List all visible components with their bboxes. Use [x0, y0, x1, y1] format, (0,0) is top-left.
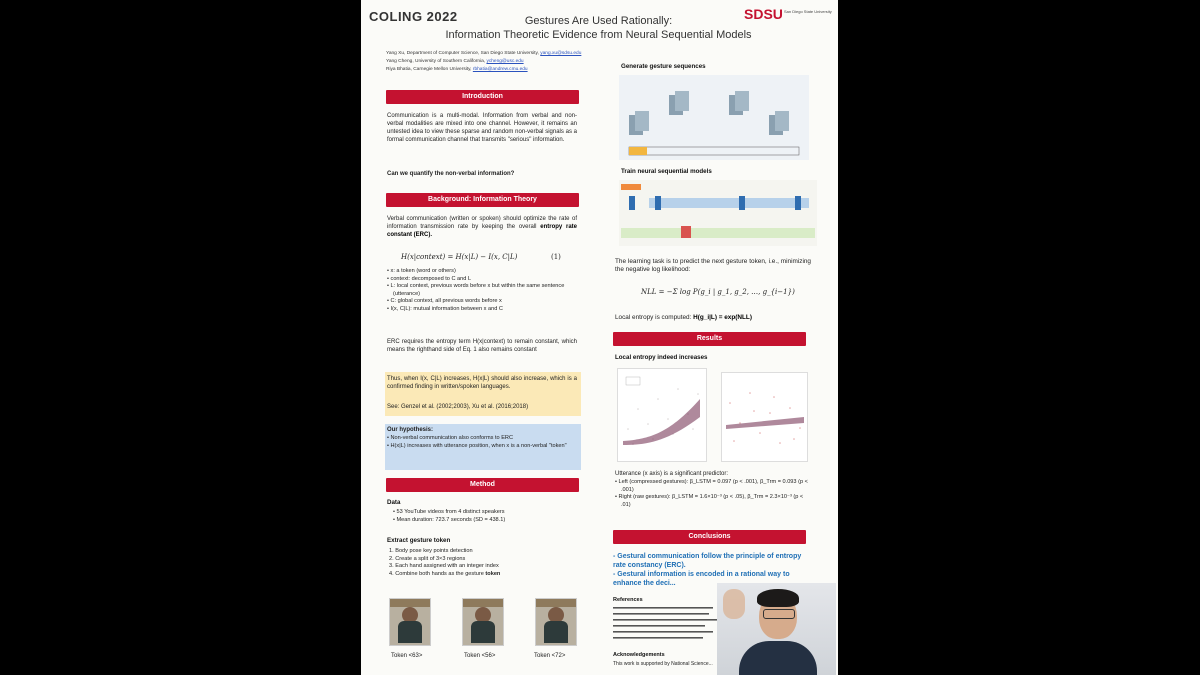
background-body: Verbal communication (written or spoken) should optimize the rate of information transmission rate by keeping the overall entropy rate constant (ERC). [387, 216, 577, 238]
list-item: • context: decomposed to C and L [387, 275, 472, 282]
background-body-2: ERC requires the entropy term H(x|context) to remain constant, which means the righthand side of Eq. 1 also remains constant [387, 339, 577, 353]
author-email[interactable]: ycheng@usc.edu [486, 59, 524, 64]
background-bullets [387, 268, 577, 314]
erc-finding-refs: See: Genzel et al. (2002;2003), Xu et al. (2016;2018) [387, 404, 529, 410]
method-heading: Method [386, 478, 579, 492]
acknowledgements-title: Acknowledgements [613, 652, 665, 658]
poster [361, 0, 838, 675]
title-line-2: Information Theoretic Evidence from Neural Sequential Models [445, 29, 752, 41]
results-subtitle: Local entropy indeed increases [615, 354, 708, 361]
list-item: • H(x|L) increases with utterance position, when x is a non-verbal "token" [387, 442, 567, 449]
presenter-video [717, 583, 836, 675]
sequence-generation-figure [619, 75, 809, 160]
hypothesis-title: Our hypothesis: [387, 427, 434, 433]
presenter-hair [757, 589, 799, 607]
gesture-example-image [389, 598, 431, 646]
presenter-glasses [763, 609, 795, 619]
results-heading: Results [613, 332, 806, 346]
references-title: References [613, 597, 643, 603]
author-email[interactable]: yang.xu@sdsu.edu [540, 51, 582, 56]
generate-sequences-title: Generate gesture sequences [621, 63, 706, 70]
list-item: • Right (raw gestures): β_LSTM = 1.6×10⁻³ (p < .05), β_Trm = 2.3×10⁻³ (p < .01) [615, 494, 804, 508]
sdsu-logo-subtitle: San Diego State University [784, 9, 832, 14]
list-item: 1. Body pose key points detection [389, 548, 473, 554]
erc-finding-text: Thus, when I(x, C|L) increases, H(x|L) should also increase, which is a confirmed finding in written/spoken languages. [387, 376, 577, 390]
intro-question: Can we quantify the non-verbal information? [387, 171, 515, 177]
sequence-diagram [619, 75, 809, 160]
neural-model-figure [619, 180, 817, 246]
list-item: • Left (compressed gestures): β_LSTM = 0.097 (p < .001), β_Trm = 0.093 (p < .001) [615, 479, 808, 493]
gesture-example-image [535, 598, 577, 646]
list-item: • 53 YouTube videos from 4 distinct speakers [393, 509, 505, 515]
token-label: Token <72> [534, 653, 566, 659]
reference-lines [613, 605, 723, 645]
references-list [613, 605, 723, 645]
list-item: 4. Combine both hands as the gesture token [389, 570, 501, 577]
author-2: Yang Cheng, University of Southern California, ycheng@usc.edu [386, 59, 524, 64]
scatter-plot-compressed [618, 369, 706, 461]
list-item: 2. Create a split of 3×3 regions [389, 555, 466, 562]
left-entropy-plot [617, 368, 707, 462]
list-item: • x: a token (word or others) [387, 268, 456, 274]
right-entropy-plot [721, 372, 808, 462]
title-line-1: Gestures Are Used Rationally: [524, 15, 673, 27]
extract-steps [389, 548, 574, 578]
scatter-plot-raw [722, 373, 807, 461]
extract-title: Extract gesture token [387, 537, 451, 544]
intro-body: Communication is a multi-modal. Information from verbal and non-verbal modalities are mixed into one channel. However, it remains an untested idea to view these sparse and random non-verbal signals as a formal communication channel that transmits "serious" information. [387, 113, 577, 143]
model-diagram [619, 180, 817, 246]
presenter-hand [723, 589, 745, 619]
list-item: • L: local context, previous words before x but within the same sentence (utterance) [387, 283, 565, 297]
introduction-heading: Introduction [386, 90, 579, 104]
token-label: Token <63> [391, 653, 423, 659]
list-item: • Mean duration: 723.7 seconds (SD = 438.1) [393, 516, 506, 523]
learning-task-text: The learning task is to predict the next gesture token, i.e., minimizing the negative log likelihood: [615, 258, 811, 274]
train-models-title: Train neural sequential models [621, 168, 712, 175]
equation-number: (1) [551, 253, 561, 261]
sdsu-logo: SDSU [744, 6, 783, 22]
gesture-example-image [462, 598, 504, 646]
conference-logo: COLING 2022 [369, 9, 458, 24]
list-item: • Non-verbal communication also conforms to ERC [387, 435, 514, 441]
data-title: Data [387, 499, 401, 506]
data-list [393, 509, 573, 524]
list-item: - Gestural communication follow the principle of entropy rate constancy (ERC). [613, 553, 802, 569]
results-list [615, 479, 811, 509]
results-text: Utterance (x axis) is a significant predictor: [615, 471, 729, 477]
nll-equation: NLL = −Σ log P(g_i | g_1, g_2, …, g_{i−1}) [641, 288, 795, 296]
erc-equation: H(x|context) = H(x|L) − I(x, C|L) [401, 253, 518, 261]
conclusions-heading: Conclusions [613, 530, 806, 544]
list-item: • C: global context, all previous words before x [387, 298, 502, 305]
author-1: Yang Xu, Department of Computer Science, San Diego State University, yang.xu@sdsu.edu [386, 51, 582, 56]
local-entropy-text: Local entropy is computed: H(g_i|L) = exp(NLL) [615, 314, 752, 321]
author-email[interactable]: rbhatia@andrew.cmu.edu [472, 67, 528, 72]
acknowledgements-text: This work is supported by National Science... [613, 661, 713, 667]
background-heading: Background: Information Theory [386, 193, 579, 207]
list-item: 3. Each hand assigned with an integer index [389, 563, 499, 570]
poster-title [431, 14, 766, 42]
token-label: Token <56> [464, 653, 496, 659]
author-list [386, 50, 656, 74]
hypothesis-list [387, 435, 577, 450]
list-item: - Gestural information is encoded in a rational way to enhance the deci... [613, 571, 790, 587]
list-item: • I(x, C|L): mutual information between x and C [387, 305, 503, 312]
author-3: Riya Bhatia, Carnegie Mellon University, rbhatia@andrew.cmu.edu [386, 67, 528, 72]
